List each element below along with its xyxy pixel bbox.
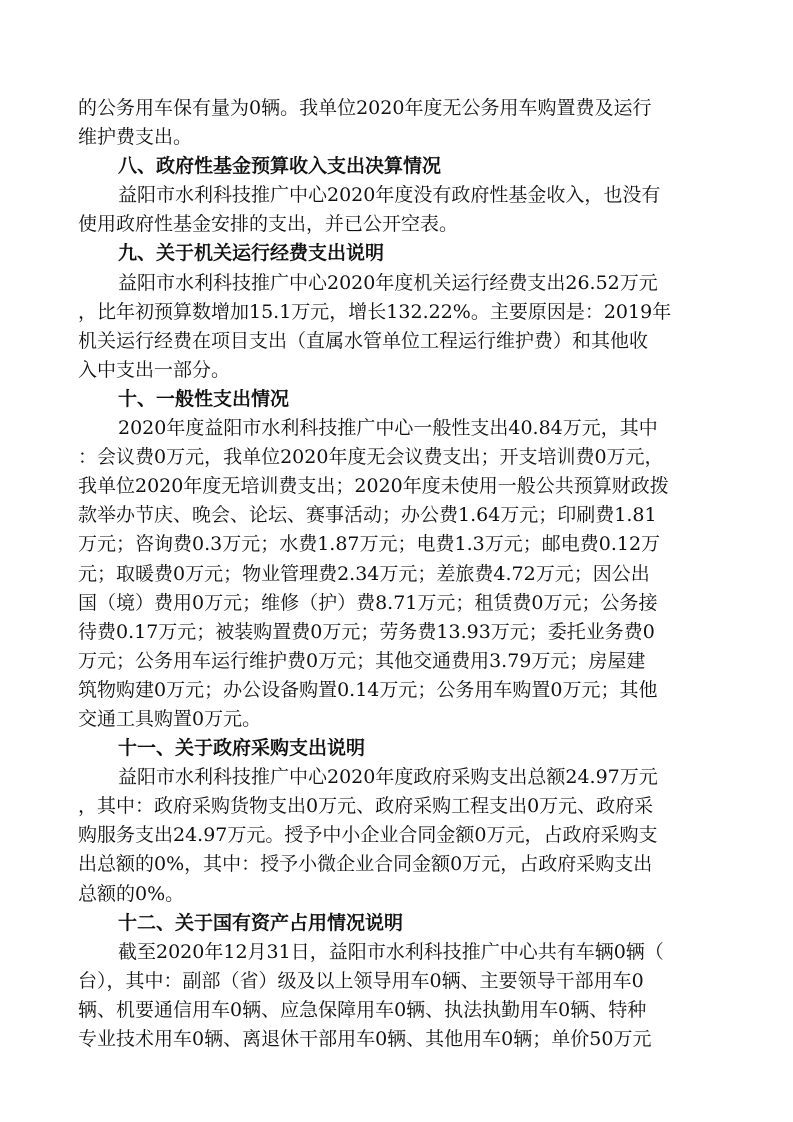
paragraph-line: 辆、机要通信用车0辆、应急保障用车0辆、执法执勤用车0辆、特种 — [78, 998, 647, 1021]
section-heading: 八、政府性基金预算收入支出决算情况 — [118, 155, 442, 178]
paragraph-line: 总额的0%。 — [78, 882, 185, 905]
paragraph-line: 维护费支出。 — [78, 126, 193, 149]
section-heading: 九、关于机关运行经费支出说明 — [118, 242, 385, 265]
paragraph-line: 款举办节庆、晚会、论坛、赛事活动；办公费1.64万元；印刷费1.81 — [78, 504, 657, 527]
paragraph-line: 入中支出一部分。 — [78, 358, 231, 381]
paragraph-line: 专业技术用车0辆、离退休干部用车0辆、其他用车0辆；单价50万元 — [78, 1028, 652, 1050]
section-heading: 十二、关于国有资产占用情况说明 — [118, 911, 404, 934]
paragraph-line: ，其中：政府采购货物支出0万元、政府采购工程支出0万元、政府采 — [78, 795, 654, 818]
paragraph-line: 益阳市水利科技推广中心2020年度没有政府性基金收入，也没有 — [118, 184, 661, 207]
paragraph-line: 购服务支出24.97万元。授予中小企业合同金额0万元，占政府采购支 — [78, 824, 658, 847]
paragraph-line: 台），其中：副部（省）级及以上领导用车0辆、主要领导干部用车0 — [78, 969, 644, 992]
section-heading: 十一、关于政府采购支出说明 — [118, 737, 366, 760]
paragraph-line: 使用政府性基金安排的支出，并已公开空表。 — [78, 213, 459, 236]
paragraph-line: 益阳市水利科技推广中心2020年度机关运行经费支出26.52万元 — [118, 271, 658, 294]
paragraph-line: 待费0.17万元；被装购置费0万元；劳务费13.93万元；委托业务费0 — [78, 620, 655, 643]
paragraph-line: 国（境）费用0万元；维修（护）费8.71万元；租赁费0万元；公务接 — [78, 591, 658, 614]
paragraph-line: 万元；公务用车运行维护费0万元；其他交通费用3.79万元；房屋建 — [78, 649, 646, 672]
paragraph-line: 筑物购建0万元；办公设备购置0.14万元；公务用车购置0万元；其他 — [78, 678, 658, 701]
paragraph-line: 交通工具购置0万元。 — [78, 707, 262, 730]
paragraph-line: 出总额的0%，其中：授予小微企业合同金额0万元，占政府采购支出 — [78, 853, 653, 876]
paragraph-line: 2020年度益阳市水利科技推广中心一般性支出40.84万元，其中 — [118, 417, 658, 440]
document-body — [78, 94, 714, 1054]
paragraph-line: ：会议费0万元，我单位2020年度无会议费支出；开支培训费0万元， — [78, 446, 664, 469]
paragraph-line: 机关运行经费在项目支出（直属水管单位工程运行维护费）和其他收 — [78, 329, 649, 352]
paragraph-line: 的公务用车保有量为0辆。我单位2020年度无公务用车购置费及运行 — [78, 97, 652, 119]
paragraph-line: 万元；咨询费0.3万元；水费1.87万元；电费1.3万元；邮电费0.12万 — [78, 533, 661, 556]
paragraph-line: 我单位2020年度无培训费支出；2020年度未使用一般公共预算财政拨 — [78, 475, 669, 498]
paragraph-line: 益阳市水利科技推广中心2020年度政府采购支出总额24.97万元 — [118, 766, 658, 789]
section-heading: 十、一般性支出情况 — [118, 387, 290, 410]
paragraph-line: ，比年初预算数增加15.1万元，增长132.22%。主要原因是：2019年 — [78, 300, 672, 323]
paragraph-line: 元；取暖费0万元；物业管理费2.34万元；差旅费4.72万元；因公出 — [78, 562, 650, 585]
paragraph-line: 截至2020年12月31日，益阳市水利科技推广中心共有车辆0辆（ — [118, 940, 664, 963]
